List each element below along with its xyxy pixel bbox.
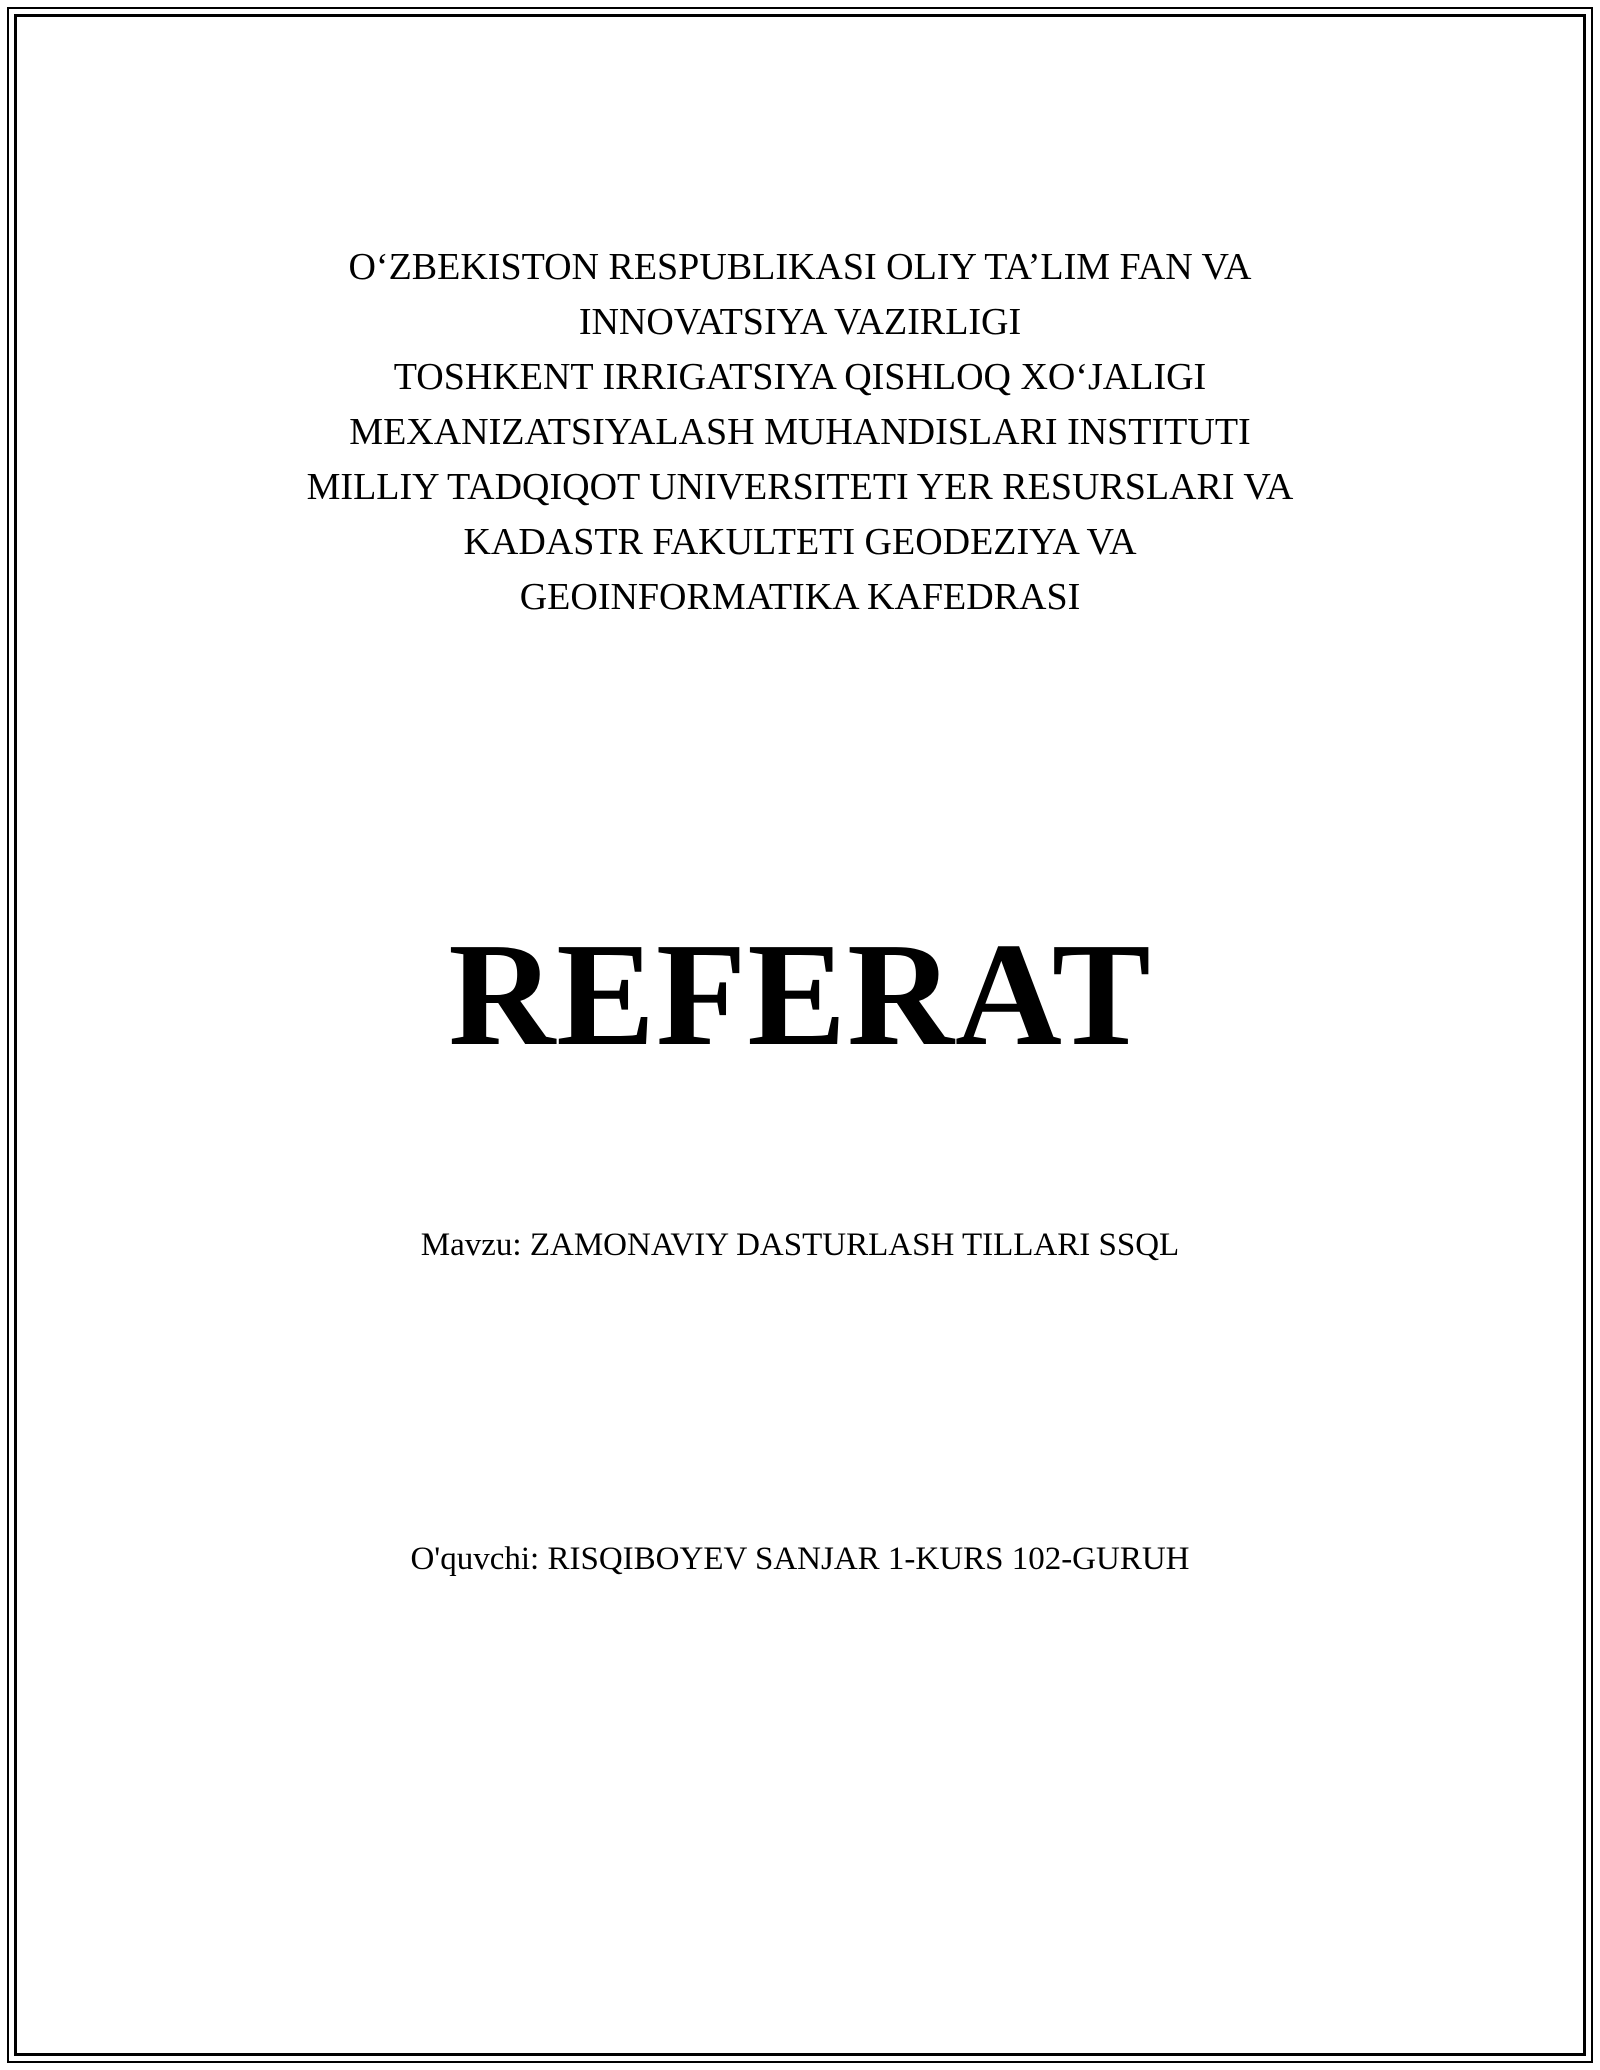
institution-header [100,240,1500,625]
header-line: KADASTR FAKULTETI GEODEZIYA VA [463,521,1137,563]
student-line: O'quvchi: RISQIBOYEV SANJAR 1-KURS 102-GURUH [410,1541,1190,1577]
header-line: GEOINFORMATIKA KAFEDRASI [519,576,1081,618]
header-line: O‘ZBEKISTON RESPUBLIKASI OLIY TA’LIM FAN VA [348,246,1252,288]
subject-line: Mavzu: ZAMONAVIY DASTURLASH TILLARI SSQL [420,1227,1180,1263]
document-title: REFERAT [448,913,1152,1077]
header-line: INNOVATSIYA VAZIRLIGI [578,301,1022,343]
header-line: MEXANIZATSIYALASH MUHANDISLARI INSTITUTI [349,411,1251,453]
header-line: MILLIY TADQIQOT UNIVERSITETI YER RESURSLARI VA [306,466,1294,508]
header-line: TOSHKENT IRRIGATSIYA QISHLOQ XO‘JALIGI [393,356,1207,398]
